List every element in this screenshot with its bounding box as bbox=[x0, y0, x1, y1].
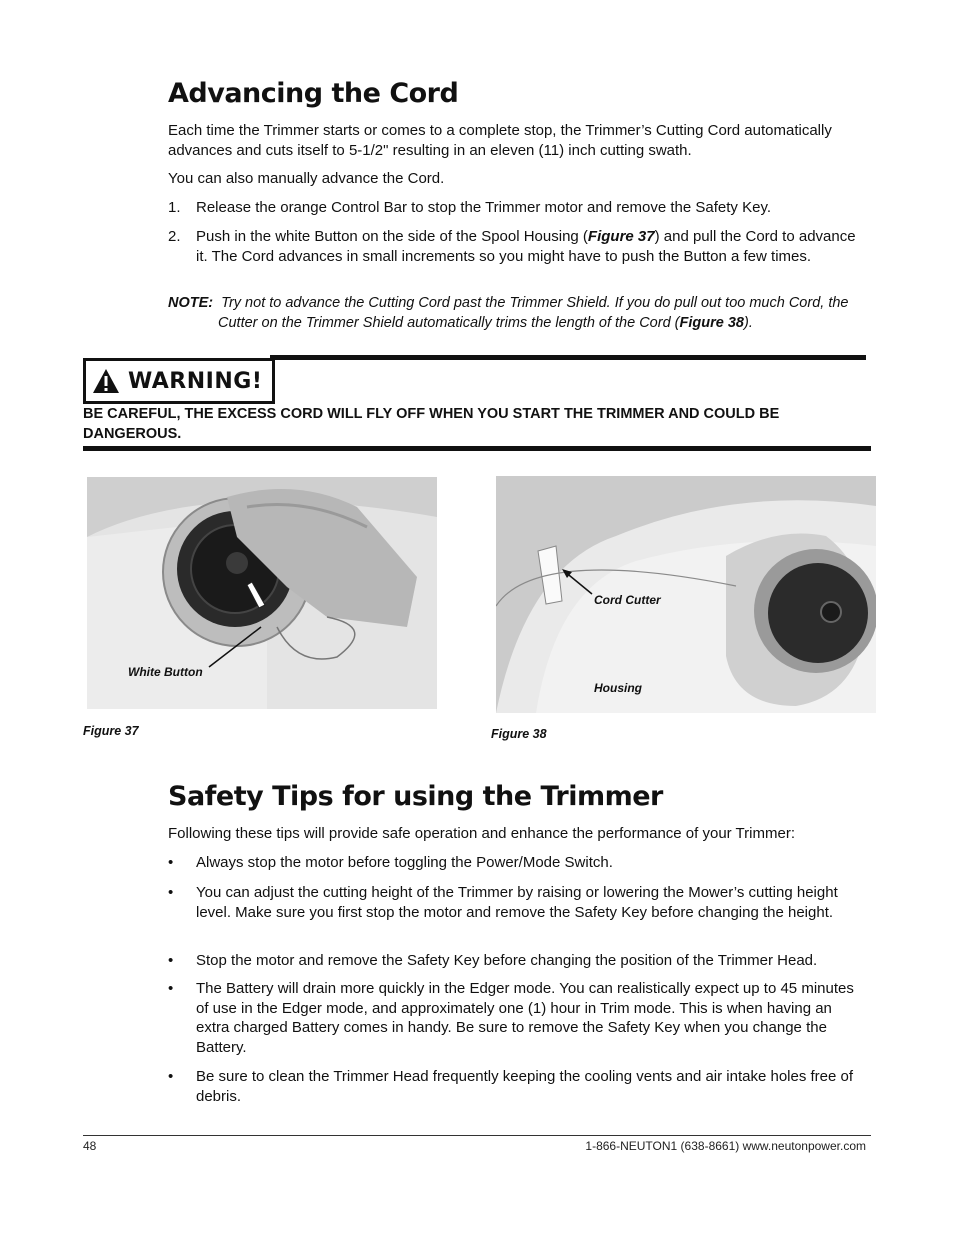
trimmer-shield-illustration bbox=[496, 476, 876, 713]
warning-triangle-icon bbox=[92, 368, 120, 394]
warning-text: BE CAREFUL, THE EXCESS CORD WILL FLY OFF WHEN YOU START THE TRIMMER AND COULD BE DANGEROUS. bbox=[83, 406, 780, 442]
step-text: Release the orange Control Bar to stop the Trimmer motor and remove the Safety Key. bbox=[196, 199, 772, 216]
paragraph: You can also manually advance the Cord. bbox=[168, 170, 445, 187]
step-text: Push in the white Button on the side of the Spool Housing (Figure 37) and pull the Cord to advance it. The Cord advances in small increments so you might have to push the Button a few times. bbox=[196, 228, 856, 265]
paragraph: Following these tips will provide safe operation and enhance the performance of your Trimmer: bbox=[168, 825, 795, 842]
figure-37-photo bbox=[87, 477, 437, 709]
bullet-item: The Battery will drain more quickly in the Edger mode. You can realistically expect up to 45 minutes of use in the Edger mode, and approximately one (1) hour in Trim mode. This is when having an extra charged Battery comes in handy. Be sure to remove the Safety Key when you change the Battery. bbox=[196, 980, 854, 1056]
callout-white-button: White Button bbox=[128, 665, 203, 679]
step-number: 1. bbox=[168, 199, 181, 216]
footer-rule bbox=[83, 1135, 871, 1136]
figure-38-photo bbox=[496, 476, 876, 713]
section-title: Safety Tips for using the Trimmer bbox=[168, 781, 663, 812]
note-label: NOTE: bbox=[168, 295, 214, 311]
bullet-marker: • bbox=[168, 980, 174, 997]
bullet-marker: • bbox=[168, 884, 174, 901]
figure-caption: Figure 37 bbox=[83, 724, 139, 738]
bullet-item: You can adjust the cutting height of the Trimmer by raising or lowering the Mower’s cutting height level. Make sure you first stop the motor and remove the Safety Key before changing the height. bbox=[196, 884, 838, 921]
warning-badge bbox=[83, 358, 275, 404]
bullet-marker: • bbox=[168, 952, 174, 969]
step-number: 2. bbox=[168, 228, 181, 245]
figure-reference: Figure 37 bbox=[587, 228, 655, 245]
paragraph: Each time the Trimmer starts or comes to a complete stop, the Trimmer’s Cutting Cord automatically advances and cuts itself to 5-1/2" resulting in an eleven (11) inch cutting swath. bbox=[168, 122, 832, 159]
bullet-item: Stop the motor and remove the Safety Key before changing the position of the Trimmer Head. bbox=[196, 952, 818, 969]
bullet-item: Be sure to clean the Trimmer Head frequently keeping the cooling vents and air intake holes free of debris. bbox=[196, 1068, 854, 1105]
section-title: Advancing the Cord bbox=[168, 78, 459, 109]
warning-rule-bottom bbox=[83, 446, 871, 451]
callout-housing: Housing bbox=[594, 681, 642, 695]
bullet-marker: • bbox=[168, 854, 174, 871]
warning-rule-top bbox=[270, 355, 866, 360]
bullet-item: Always stop the motor before toggling the Power/Mode Switch. bbox=[196, 854, 613, 871]
note: NOTE: Try not to advance the Cutting Cord past the Trimmer Shield. If you do pull out too much Cord, the Cutter on the Trimmer Shield automatically trims the length of the Cord (Figure 38). bbox=[168, 295, 849, 331]
footer-contact: 1-866-NEUTON1 (638-8661) www.neutonpower.com bbox=[585, 1139, 866, 1153]
figure-reference: Figure 38 bbox=[679, 314, 744, 331]
callout-cord-cutter: Cord Cutter bbox=[594, 593, 661, 607]
page-number: 48 bbox=[83, 1139, 97, 1153]
figure-caption: Figure 38 bbox=[491, 727, 547, 741]
bullet-marker: • bbox=[168, 1068, 174, 1085]
warning-label: WARNING! bbox=[128, 368, 263, 394]
